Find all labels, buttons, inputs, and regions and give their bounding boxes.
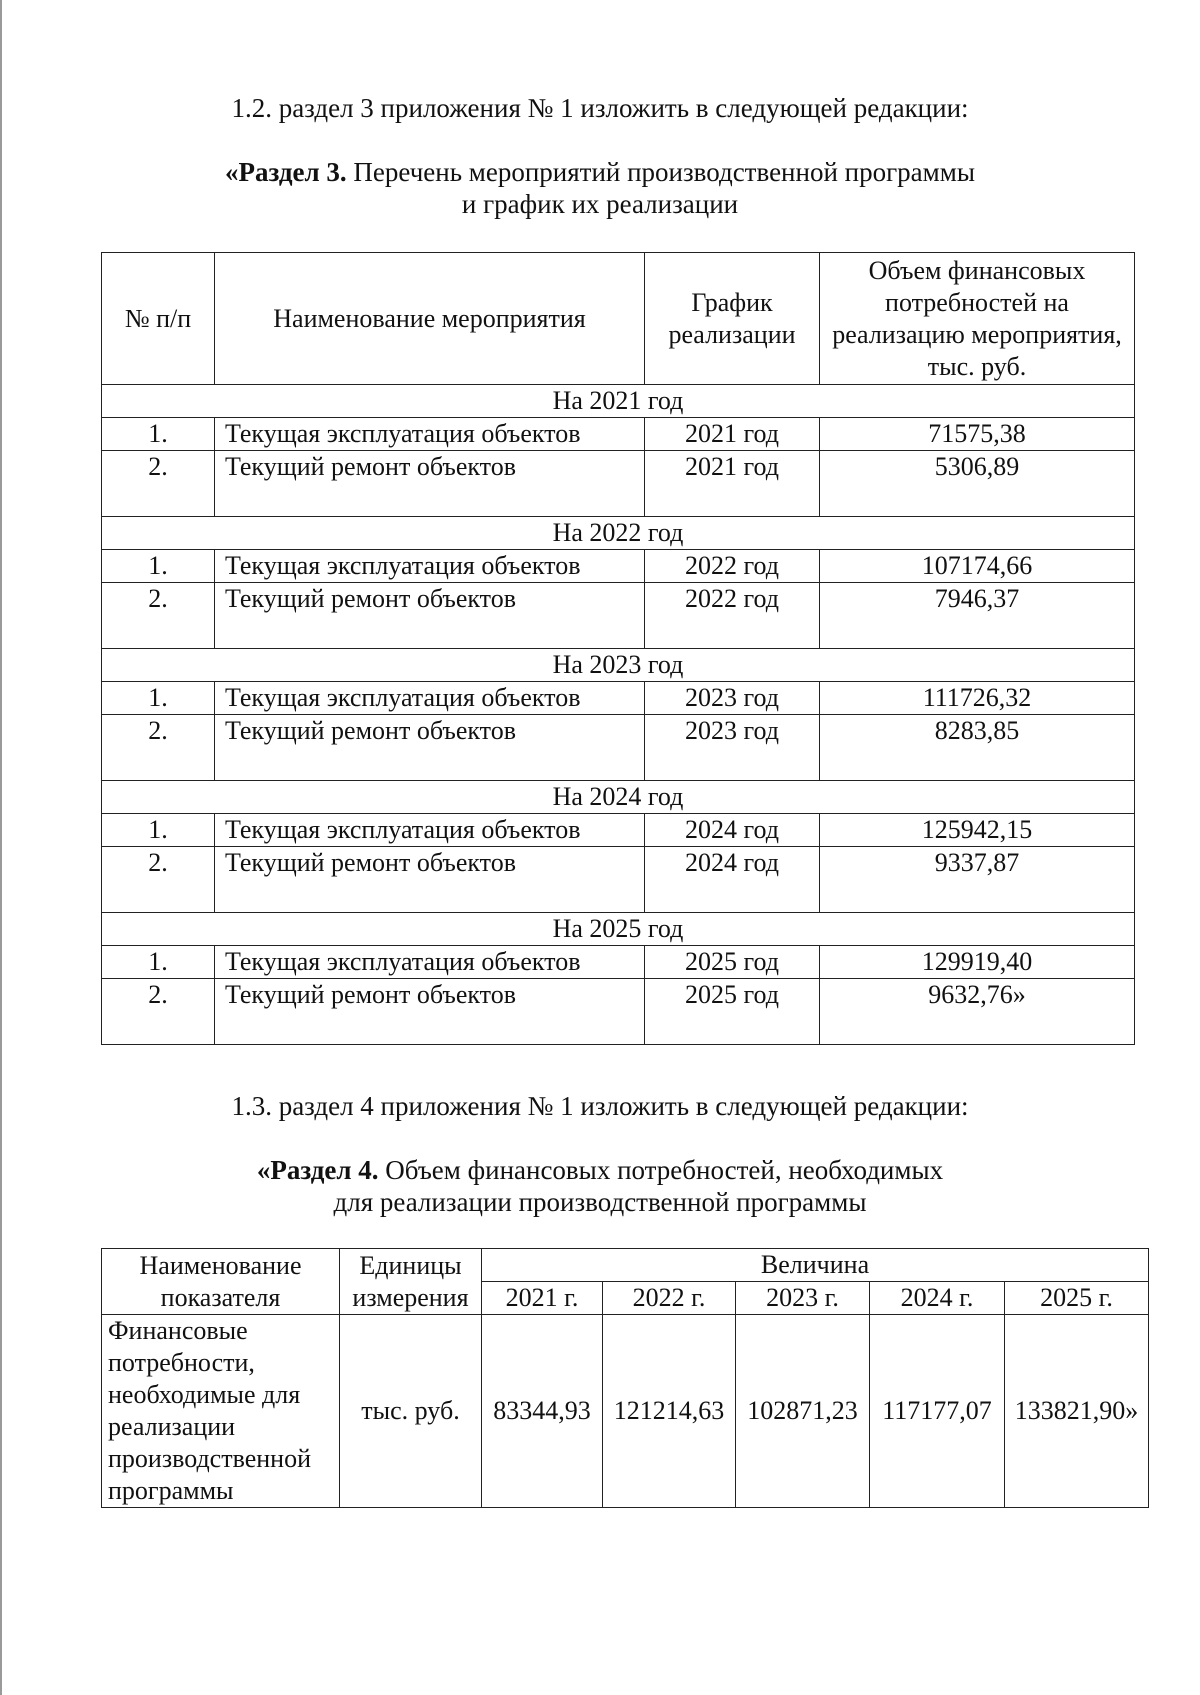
year-row: [102, 913, 1135, 946]
year-label: На 2023 год: [102, 649, 1135, 682]
paragraph-1-3: 1.3. раздел 4 приложения № 1 изложить в следующей редакции:: [231, 1091, 969, 1121]
header-year: 2022 г.: [603, 1282, 736, 1315]
row-schedule: 2025 год: [645, 979, 820, 1045]
table-row: [102, 946, 1135, 979]
row-volume: 107174,66: [820, 550, 1135, 583]
row-num: 1.: [102, 550, 215, 583]
header-name: Наименование мероприятия: [215, 253, 645, 385]
year-value: 83344,93: [482, 1315, 603, 1508]
row-schedule: 2025 год: [645, 946, 820, 979]
row-schedule: 2024 год: [645, 847, 820, 913]
table-row: [102, 451, 1135, 517]
paragraph-1-2: 1.2. раздел 3 приложения № 1 изложить в следующей редакции:: [231, 93, 969, 123]
row-name: Текущая эксплуатация объектов: [215, 682, 645, 715]
table-row: [102, 715, 1135, 781]
section-3-title-bold: «Раздел 3.: [225, 157, 347, 187]
row-name: Текущий ремонт объектов: [215, 979, 645, 1045]
row-num: 2.: [102, 847, 215, 913]
section-4-title-bold: «Раздел 4.: [256, 1155, 379, 1185]
row-volume: 71575,38: [820, 418, 1135, 451]
row-name: Текущий ремонт объектов: [215, 847, 645, 913]
year-value: 102871,23: [736, 1315, 870, 1508]
row-num: 1.: [102, 814, 215, 847]
header-year: 2023 г.: [736, 1282, 870, 1315]
row-num: 1.: [102, 418, 215, 451]
year-label: На 2024 год: [102, 781, 1135, 814]
table-row: [102, 847, 1135, 913]
year-label: На 2022 год: [102, 517, 1135, 550]
row-name: Текущий ремонт объектов: [215, 583, 645, 649]
header-value: Величина: [482, 1249, 1149, 1282]
table-row: [102, 979, 1135, 1045]
header-year: 2021 г.: [482, 1282, 603, 1315]
table-row: [102, 550, 1135, 583]
row-volume: 125942,15: [820, 814, 1135, 847]
row-volume: 9337,87: [820, 847, 1135, 913]
row-volume: 8283,85: [820, 715, 1135, 781]
row-volume: 111726,32: [820, 682, 1135, 715]
row-num: 2.: [102, 451, 215, 517]
header-indicator: Наименование показателя: [102, 1249, 340, 1315]
section-4-title-rest: Объем финансовых потребностей, необходимых: [378, 1155, 944, 1185]
row-num: 2.: [102, 715, 215, 781]
year-value: 133821,90»: [1005, 1315, 1149, 1508]
table-row: [102, 682, 1135, 715]
page-edge: [0, 0, 2, 1695]
row-num: 1.: [102, 682, 215, 715]
row-volume: 7946,37: [820, 583, 1135, 649]
row-name: Текущий ремонт объектов: [215, 451, 645, 517]
year-value: 121214,63: [603, 1315, 736, 1508]
section-4-title-line2: для реализации производственной программы: [333, 1187, 867, 1217]
row-schedule: 2022 год: [645, 550, 820, 583]
row-schedule: 2022 год: [645, 583, 820, 649]
year-row: [102, 649, 1135, 682]
header-schedule: График реализации: [645, 253, 820, 385]
header-volume: Объем финансовых потребностей на реализацию мероприятия, тыс. руб.: [820, 253, 1135, 385]
row-volume: 5306,89: [820, 451, 1135, 517]
section-3-table: [101, 252, 1135, 1045]
section-4-title: [0, 1154, 1200, 1186]
row-volume: 9632,76»: [820, 979, 1135, 1045]
row-num: 2.: [102, 979, 215, 1045]
section-4-table: [101, 1248, 1149, 1508]
table-row: [102, 1315, 1149, 1508]
header-units: Единицы измерения: [340, 1249, 482, 1315]
year-label: На 2025 год: [102, 913, 1135, 946]
year-row: [102, 517, 1135, 550]
row-schedule: 2021 год: [645, 451, 820, 517]
row-schedule: 2023 год: [645, 715, 820, 781]
row-num: 1.: [102, 946, 215, 979]
indicator-name: Финансовые потребности, необходимые для реализации производственной программы: [102, 1315, 340, 1508]
header-year: 2024 г.: [870, 1282, 1005, 1315]
row-num: 2.: [102, 583, 215, 649]
row-schedule: 2021 год: [645, 418, 820, 451]
year-row: [102, 781, 1135, 814]
section-3-title-line2: и график их реализации: [461, 189, 739, 219]
table-row: [102, 583, 1135, 649]
table-row: [102, 418, 1135, 451]
header-num: № п/п: [102, 253, 215, 385]
year-label: На 2021 год: [102, 385, 1135, 418]
header-year: 2025 г.: [1005, 1282, 1149, 1315]
year-row: [102, 385, 1135, 418]
section-3-title: [0, 156, 1200, 188]
row-name: Текущая эксплуатация объектов: [215, 814, 645, 847]
row-name: Текущая эксплуатация объектов: [215, 550, 645, 583]
row-schedule: 2023 год: [645, 682, 820, 715]
row-schedule: 2024 год: [645, 814, 820, 847]
table-header-row: [102, 1249, 1149, 1282]
row-name: Текущий ремонт объектов: [215, 715, 645, 781]
row-volume: 129919,40: [820, 946, 1135, 979]
table-header-row: [102, 253, 1135, 385]
year-value: 117177,07: [870, 1315, 1005, 1508]
row-name: Текущая эксплуатация объектов: [215, 418, 645, 451]
table-row: [102, 814, 1135, 847]
units-value: тыс. руб.: [340, 1315, 482, 1508]
section-3-title-rest: Перечень мероприятий производственной программы: [346, 157, 975, 187]
row-name: Текущая эксплуатация объектов: [215, 946, 645, 979]
